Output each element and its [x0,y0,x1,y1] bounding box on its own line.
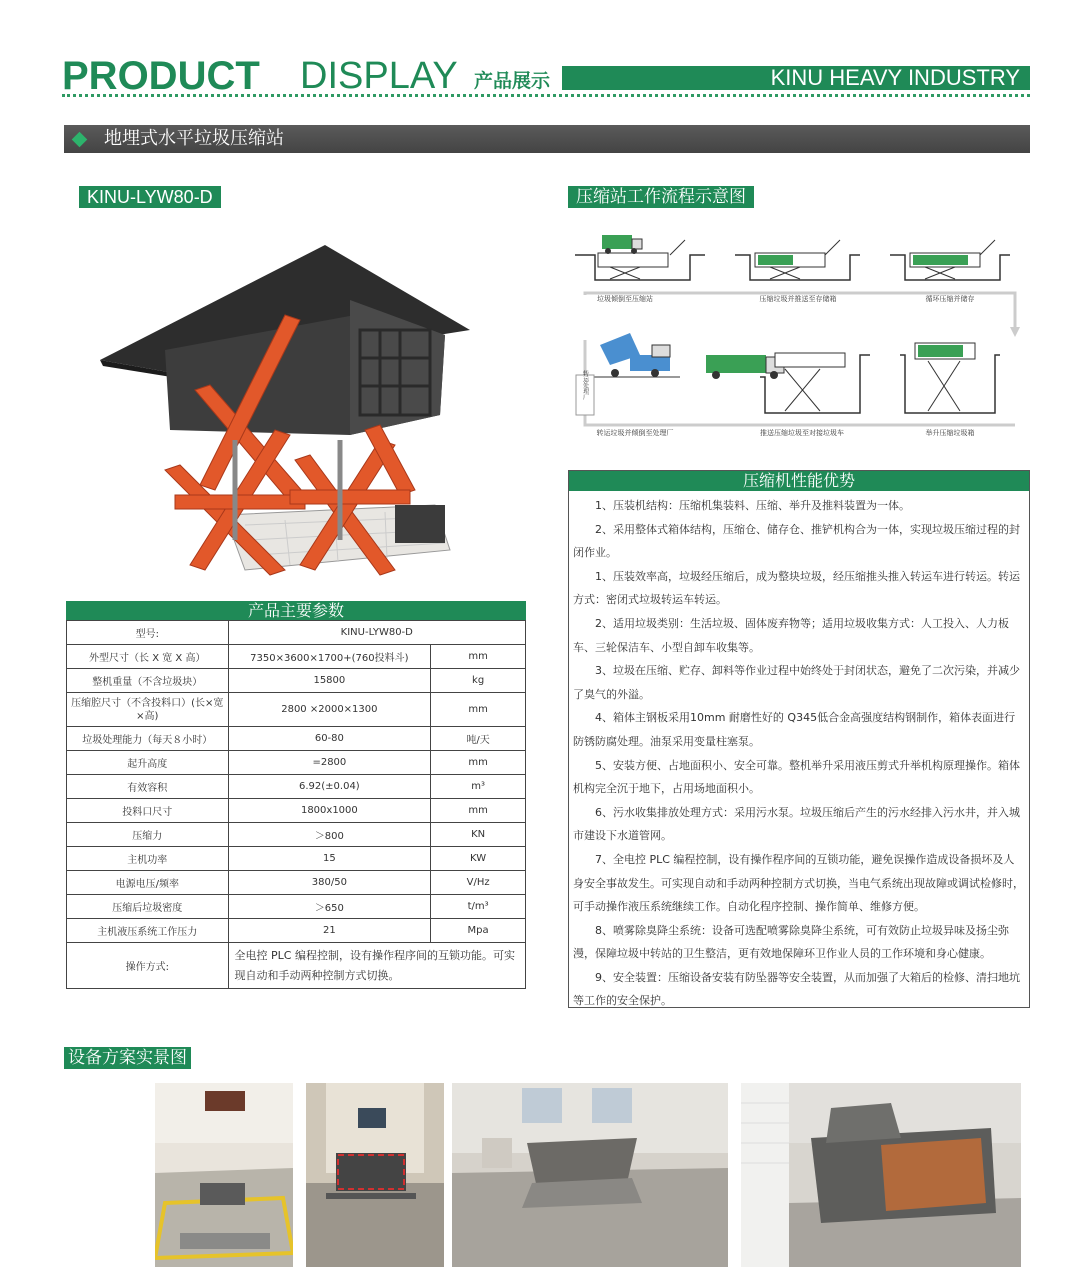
param-label: 电源电压/频率 [67,871,229,895]
param-label: 投料口尺寸 [67,799,229,823]
flow-caption: 举升压缩垃圾箱 [925,429,975,437]
site-photo [741,1083,1021,1267]
table-row [67,775,526,799]
table-row [67,727,526,751]
table-row [67,669,526,693]
param-unit: kg [431,669,526,693]
param-value: 60-80 [228,727,431,751]
param-unit: mm [431,693,526,727]
param-value: 1800x1000 [228,799,431,823]
table-row [67,919,526,943]
param-label: 有效容积 [67,775,229,799]
table-row [67,693,526,727]
param-unit: mm [431,751,526,775]
header-display: DISPLAY [300,55,458,97]
param-unit: m³ [431,775,526,799]
header-display-cn: 产品展示 [474,70,551,92]
flow-caption: 循环压缩并储存 [925,295,975,303]
param-label: 外型尺寸（长 X 宽 X 高） [67,645,229,669]
param-label: 型号: [67,621,229,645]
param-value: 15800 [228,669,431,693]
param-value: 7350×3600×1700+(760投料斗) [228,645,431,669]
header-dotted-divider [62,94,1030,97]
param-label: 垃圾处理能力（每天８小时） [67,727,229,751]
advantage-item: 3、垃圾在压缩、贮存、卸料等作业过程中始终处于封闭状态，避免了二次污染，并减少了臭气的外溢。 [573,664,1020,701]
flow-caption: 压缩垃圾并推送至存储箱 [759,295,837,303]
table-row [67,871,526,895]
model-tag: KINU-LYW80-D [79,186,221,208]
param-unit: t/m³ [431,895,526,919]
param-value: 380/50 [228,871,431,895]
advantage-item: 9、安全装置：压缩设备安装有防坠器等安全装置，从而加强了大箱后的检修、清扫地坑等工作的安全保护。 [573,970,1020,1008]
advantage-item: 2、采用整体式箱体结构，压缩仓、储存仓、推铲机构合为一体，实现垃圾压缩过程的封闭作业。 [573,522,1020,560]
site-photo [155,1083,293,1267]
param-unit: Mpa [431,919,526,943]
flow-title: 压缩站工作流程示意图 [568,186,754,208]
param-unit: mm [431,799,526,823]
advantage-item: 7、全电控 PLC 编程控制，设有操作程序间的互锁功能，避免误操作造成设备损坏及人身安全事故发生。可实现自动和手动两种控制方式切换，当电气系统出现故障或调试检修时，可手动操作液压系统继续工作。自动化程序控制、操作简单、维修方便。 [573,852,1024,914]
param-value: KINU-LYW80-D [228,621,525,645]
section-title: 地埋式水平垃圾压缩站 [104,128,284,149]
advantages-panel [568,470,1030,1008]
param-label: 主机功率 [67,847,229,871]
advantage-item: 1、压装效率高，垃圾经压缩后，成为整块垃圾，经压缩推头推入转运车进行转运。转运方式：密闭式垃圾转运车转运。 [573,569,1020,607]
flow-caption: 推送压缩垃圾至对接垃圾车 [760,429,844,437]
param-label: 压缩后垃圾密度 [67,895,229,919]
table-row [67,847,526,871]
table-row [67,621,526,645]
photos-title: 设备方案实景图 [64,1047,191,1069]
advantage-item: 2、适用垃圾类别：生活垃圾、固体废弃物等；适用垃圾收集方式：人工投入、人力板车、三轮保洁车、小型自卸车收集等。 [573,616,1009,654]
param-value: =2800 [228,751,431,775]
advantage-item: 1、压装机结构：压缩机集装料、压缩、举升及推料装置为一体。 [595,499,910,512]
param-value: ＞800 [228,823,431,847]
company-name: KINU HEAVY INDUSTRY [770,65,1020,90]
flow-caption: 转运垃圾并倾倒至处理厂 [596,429,674,437]
advantage-item: 6、污水收集排放处理方式：采用污水泵。垃圾压缩后产生的污水经排入污水井，并入城市建设下水道管网。 [573,805,1020,843]
table-row [67,823,526,847]
advantages-list [569,491,1029,1013]
param-unit: V/Hz [431,871,526,895]
table-row [67,751,526,775]
advantages-title: 压缩机性能优势 [569,471,1029,491]
table-row [67,895,526,919]
param-unit: mm [431,645,526,669]
params-table [66,620,526,989]
table-row [67,943,526,989]
site-photo [306,1083,444,1267]
advantage-item: 5、安装方便、占地面积小、安全可靠。整机举升采用液压剪式升举机构原理操作。箱体机构完全沉于地下，占用场地面积小。 [573,758,1020,796]
param-unit: 吨/天 [431,727,526,751]
advantage-item: 4、箱体主钢板采用10mm 耐磨性好的 Q345低合金高强度结构钢制作，箱体表面进行防锈防腐处理。油泵采用变量柱塞泵。 [573,711,1016,748]
flow-caption: 垃圾倾倒至压缩站 [597,295,653,303]
section-bar [64,125,1030,153]
header-company-bar [562,66,1030,90]
params-title: 产品主要参数 [66,601,526,620]
param-label: 操作方式: [67,943,229,989]
param-value: 全电控 PLC 编程控制，设有操作程序间的互锁功能。可实现自动和手动两种控制方式切换。 [228,943,525,989]
param-unit: KN [431,823,526,847]
param-label: 整机重量（不含垃圾块） [67,669,229,693]
diamond-icon [72,132,88,148]
param-value: 2800 ×2000×1300 [228,693,431,727]
page-header [62,56,1032,100]
param-label: 压缩腔尺寸（不含投料口）(长×宽×高) [67,693,229,727]
site-photo [452,1083,728,1267]
param-label: 压缩力 [67,823,229,847]
param-label: 主机液压系统工作压力 [67,919,229,943]
table-row [67,799,526,823]
param-value: 6.92(±0.04) [228,775,431,799]
table-row [67,645,526,669]
workflow-diagram [570,215,1030,445]
param-value: 21 [228,919,431,943]
header-product: PRODUCT [62,54,260,98]
compactor-illustration [95,240,485,585]
param-unit: KW [431,847,526,871]
param-label: 起升高度 [67,751,229,775]
flow-side-label: 转运处理厂 [581,370,589,400]
advantage-item: 8、喷雾除臭降尘系统：设备可选配喷雾除臭降尘系统，可有效防止垃圾异味及扬尘弥漫，保障垃圾中转站的卫生整洁，更有效地保障环卫作业人员的工作环境和身心健康。 [573,923,1009,961]
param-value: 15 [228,847,431,871]
param-value: ＞650 [228,895,431,919]
